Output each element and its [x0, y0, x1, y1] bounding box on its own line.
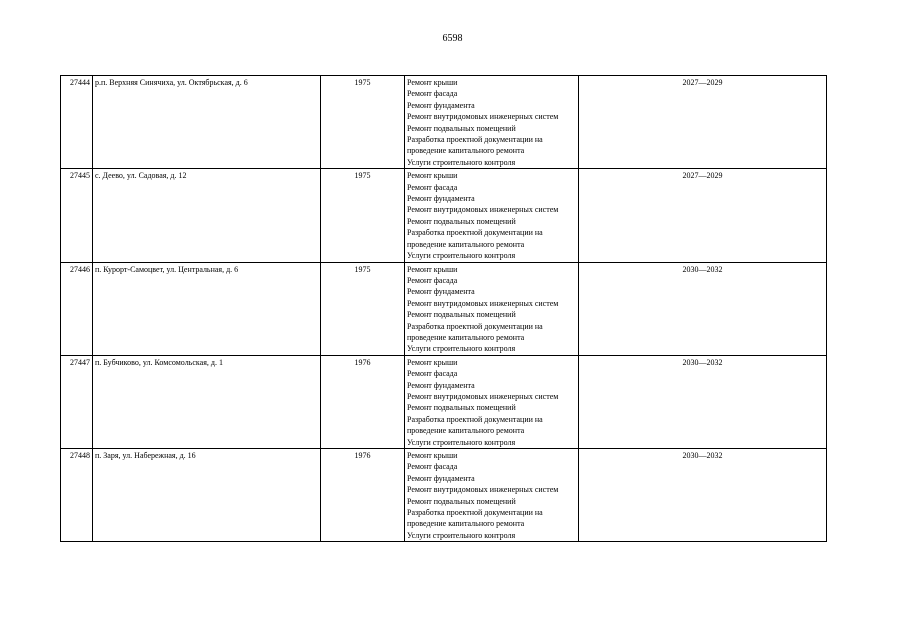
- work-item: Ремонт фасада: [407, 275, 458, 285]
- work-item: Ремонт внутридомовых инженерных систем: [407, 485, 559, 495]
- work-item: Ремонт внутридомовых инженерных систем: [407, 298, 559, 308]
- work-item: Ремонт подвальных помещений: [407, 123, 516, 133]
- page-number: 6598: [442, 33, 463, 44]
- building-address: с. Деево, ул. Садовая, д. 12: [93, 169, 321, 262]
- row-number: 27448: [61, 449, 93, 542]
- work-item: Услуги строительного контроля: [407, 530, 516, 540]
- work-item: Разработка проектной документации на: [407, 414, 543, 424]
- work-item: Ремонт внутридомовых инженерных систем: [407, 391, 559, 401]
- construction-year: 1976: [321, 449, 405, 542]
- work-item: Ремонт подвальных помещений: [407, 310, 516, 320]
- repair-period: 2027—2029: [579, 76, 827, 169]
- building-address: п. Курорт-Самоцвет, ул. Центральная, д. 6: [93, 262, 321, 355]
- work-item: проведение капитального ремонта: [407, 519, 525, 529]
- construction-year: 1975: [321, 262, 405, 355]
- work-item: Разработка проектной документации на: [407, 508, 543, 518]
- table-row: [61, 355, 827, 448]
- work-item: Ремонт крыши: [407, 451, 458, 460]
- work-item: Ремонт подвальных помещений: [407, 496, 516, 506]
- work-item: проведение капитального ремонта: [407, 426, 525, 436]
- table-row: [61, 262, 827, 355]
- work-item: проведение капитального ремонта: [407, 146, 525, 156]
- building-address: р.п. Верхняя Синячиха, ул. Октябрьская, д. 6: [93, 76, 321, 169]
- construction-year: 1975: [321, 76, 405, 169]
- building-address: п. Бубчиково, ул. Комсомольская, д. 1: [93, 355, 321, 448]
- row-number: 27445: [61, 169, 93, 262]
- table-row: [61, 76, 827, 169]
- work-item: Услуги строительного контроля: [407, 157, 516, 167]
- repair-period: 2030—2032: [579, 355, 827, 448]
- works-list: [405, 76, 579, 169]
- works-list: [405, 169, 579, 262]
- work-item: Разработка проектной документации на: [407, 135, 543, 145]
- repair-period: 2030—2032: [579, 449, 827, 542]
- work-item: Ремонт фундамента: [407, 194, 475, 204]
- work-item: Ремонт фундамента: [407, 380, 475, 390]
- repair-period: 2027—2029: [579, 169, 827, 262]
- work-item: Разработка проектной документации на: [407, 321, 543, 331]
- work-item: Разработка проектной документации на: [407, 228, 543, 238]
- work-item: Ремонт фундамента: [407, 100, 475, 110]
- work-item: Услуги строительного контроля: [407, 251, 516, 261]
- work-item: Ремонт внутридомовых инженерных систем: [407, 112, 559, 122]
- works-list: [405, 449, 579, 542]
- work-item: Ремонт фундамента: [407, 287, 475, 297]
- work-item: Ремонт фасада: [407, 89, 458, 99]
- row-number: 27447: [61, 355, 93, 448]
- work-item: Ремонт подвальных помещений: [407, 403, 516, 413]
- work-item: Ремонт крыши: [407, 264, 458, 274]
- work-item: Ремонт фасада: [407, 462, 458, 472]
- works-list: [405, 262, 579, 355]
- work-item: Ремонт фасада: [407, 369, 458, 379]
- work-item: Услуги строительного контроля: [407, 437, 516, 447]
- work-item: проведение капитального ремонта: [407, 332, 525, 342]
- table-row: [61, 169, 827, 262]
- work-item: Ремонт крыши: [407, 357, 458, 367]
- construction-year: 1976: [321, 355, 405, 448]
- work-item: Ремонт фундамента: [407, 473, 475, 483]
- row-number: 27444: [61, 76, 93, 169]
- work-item: проведение капитального ремонта: [407, 239, 525, 249]
- work-item: Ремонт фасада: [407, 182, 458, 192]
- work-item: Услуги строительного контроля: [407, 344, 516, 354]
- work-item: Ремонт крыши: [407, 78, 458, 87]
- work-item: Ремонт подвальных помещений: [407, 216, 516, 226]
- construction-year: 1975: [321, 169, 405, 262]
- works-list: [405, 355, 579, 448]
- repair-program-table: [60, 75, 827, 542]
- row-number: 27446: [61, 262, 93, 355]
- work-item: Ремонт внутридомовых инженерных систем: [407, 205, 559, 215]
- table-row: [61, 449, 827, 542]
- building-address: п. Заря, ул. Набережная, д. 16: [93, 449, 321, 542]
- work-item: Ремонт крыши: [407, 171, 458, 181]
- repair-period: 2030—2032: [579, 262, 827, 355]
